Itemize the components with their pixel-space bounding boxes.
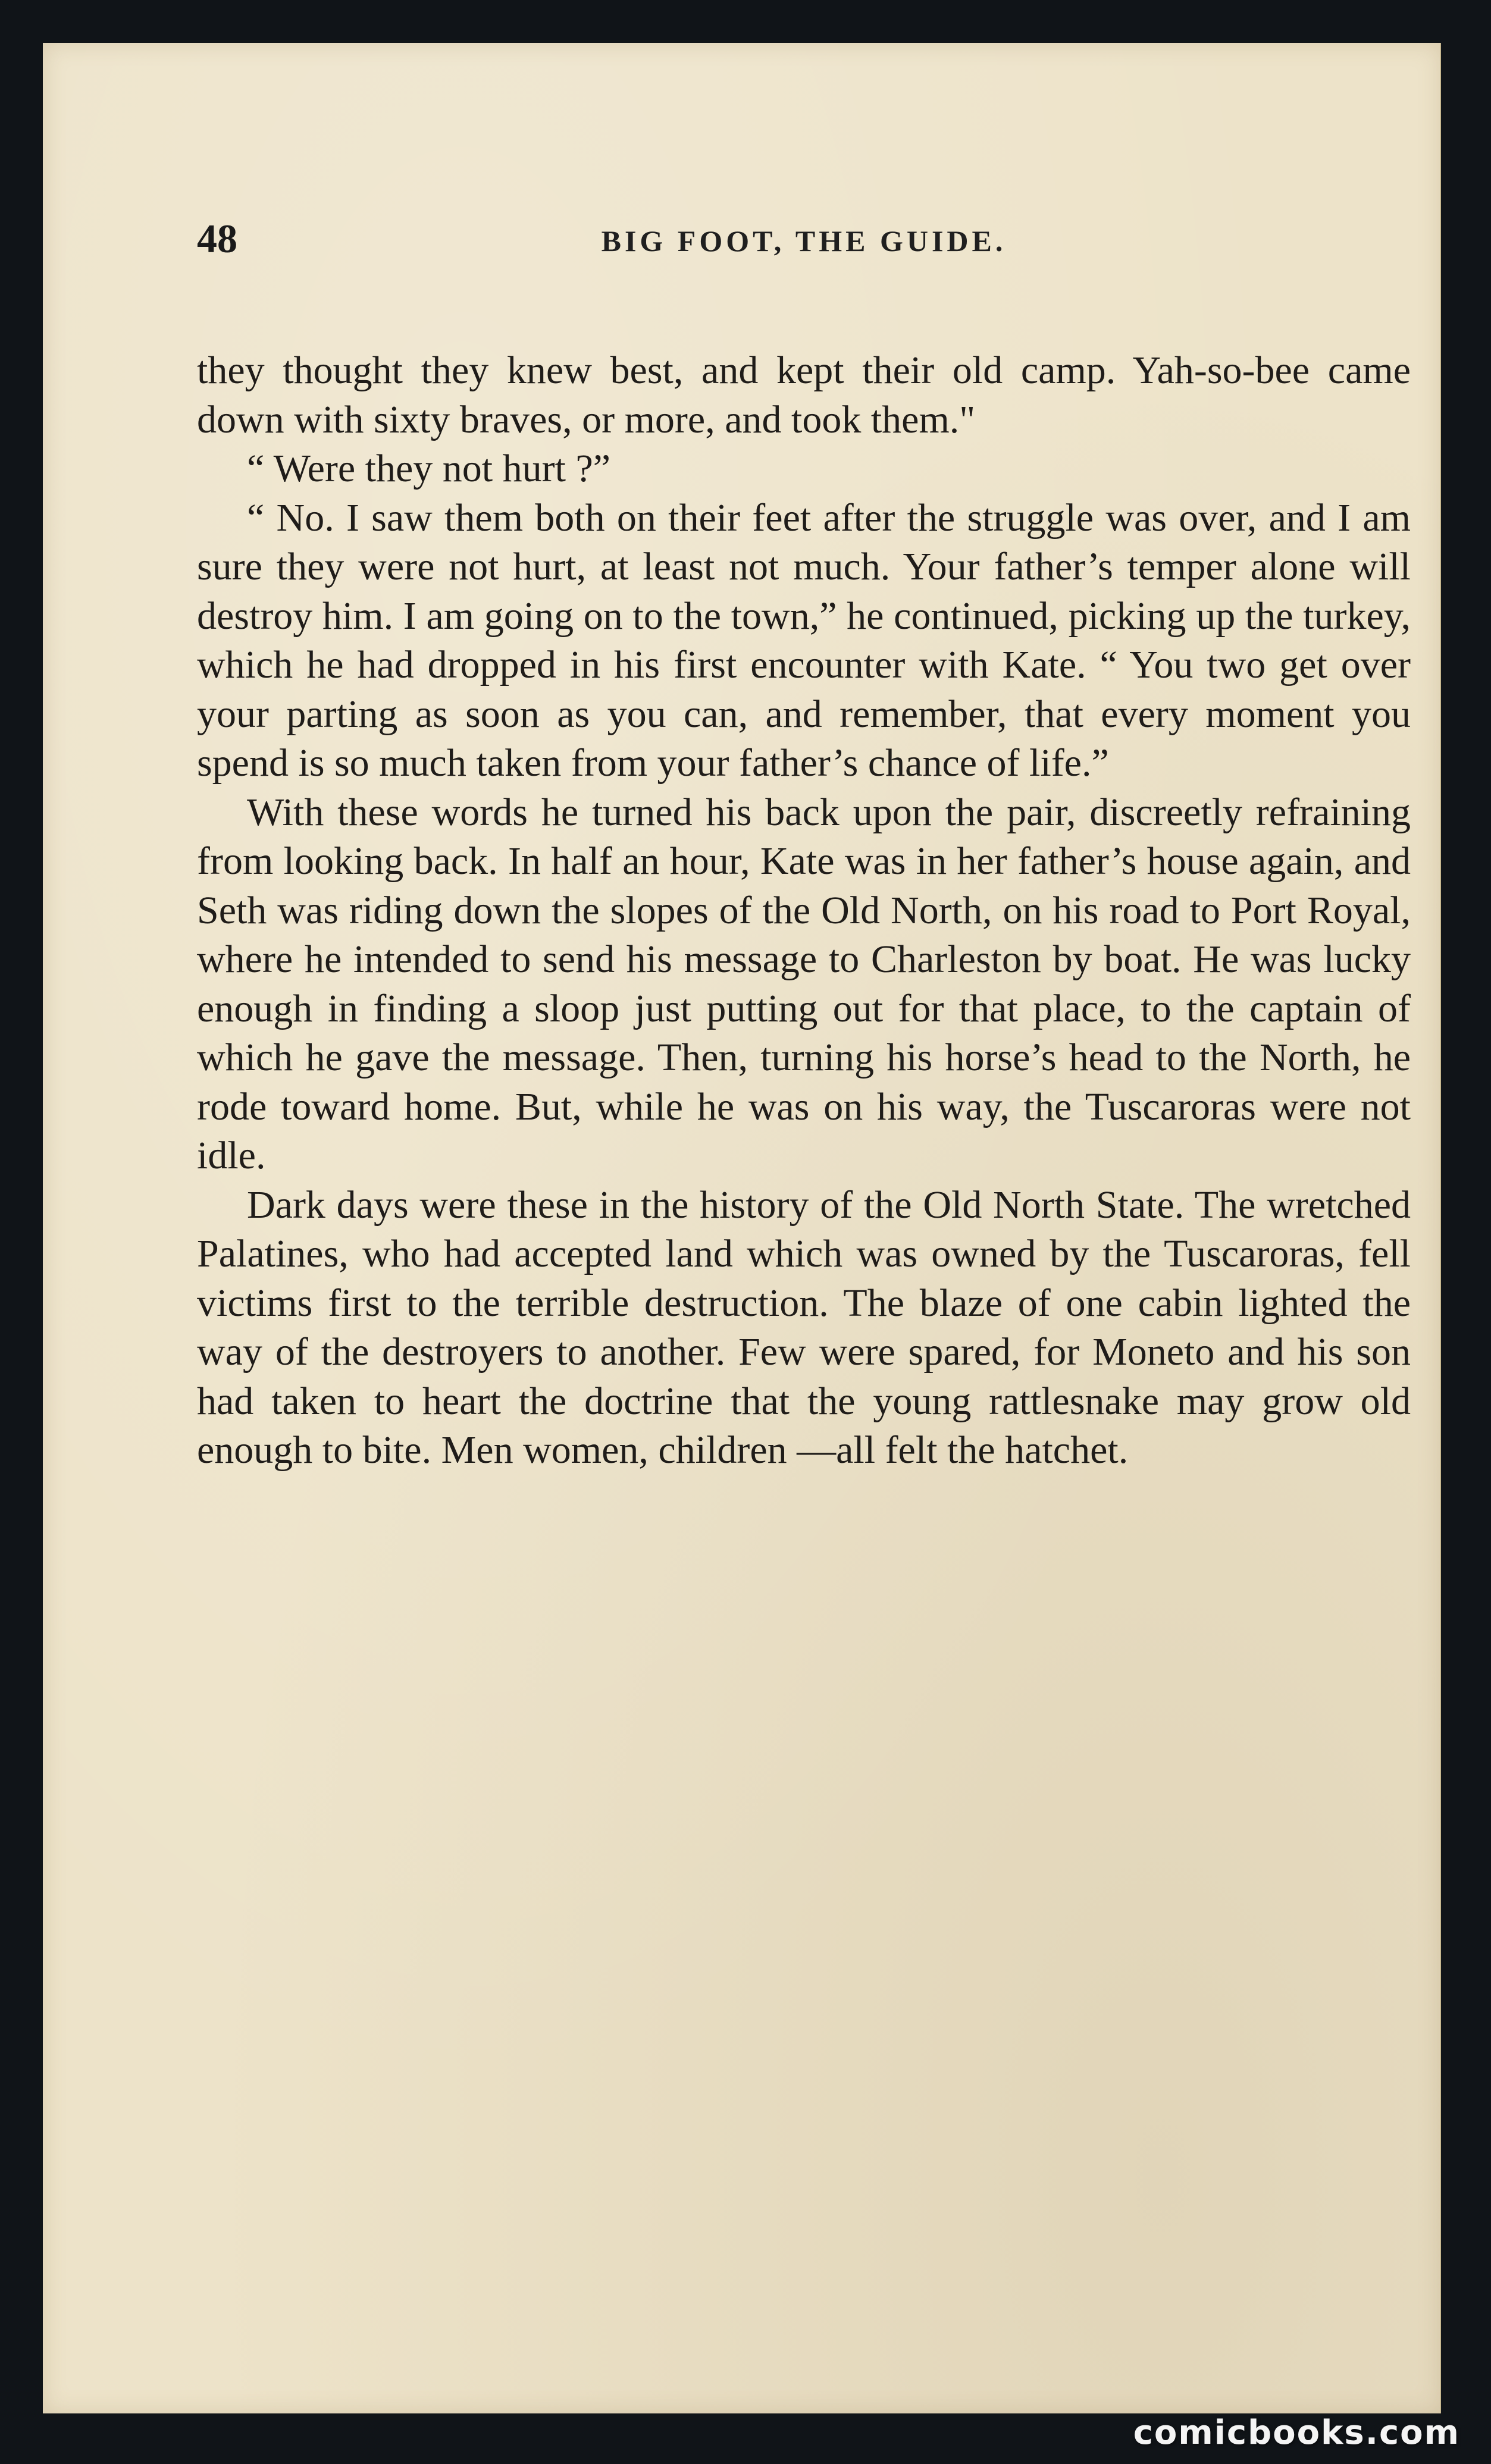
page-header (197, 215, 1411, 287)
page-number: 48 (197, 216, 237, 261)
paragraph-answer: “ No. I saw them both on their feet after the struggle was over, and I am sure they were not hurt, at least not much. Your father’s temper alone will destroy him. I am going on to the town,” he continued, picking up the turkey, which he had dropped in his first encounter with Kate. “ You two get over your parting as soon as you can, and remember, that every moment you spend is so much taken from your father’s chance of life.” (197, 496, 1411, 785)
paragraph-continuation: they thought they knew best, and kept their old camp. Yah-so-bee came down with sixty braves, or more, and took them." (197, 349, 1411, 441)
paragraph-question: “ Were they not hurt ?” (247, 447, 611, 490)
book-page (43, 43, 1441, 2413)
body-text (197, 346, 1411, 1475)
page-edge (1440, 43, 1441, 2413)
watermark-logo: comicbooks.com (1133, 2413, 1460, 2452)
running-head: BIG FOOT, THE GUIDE. (601, 224, 1007, 258)
paragraph-dark-days: Dark days were these in the history of the Old North State. The wretched Palatines, who had accepted land which was owned by the Tuscaroras, fell victims first to the terrible destruction. The blaze of one cabin lighted the way of the destroyers to another. Few were spared, for Moneto and his son had taken to heart the doctrine that the young rattlesnake may grow old enough to bite. Men women, children —all felt the hatchet. (197, 1183, 1411, 1472)
paragraph-departure: With these words he turned his back upon the pair, discreetly refraining from looking back. In half an hour, Kate was in her father’s house again, and Seth was riding down the slopes of the Old North, on his road to Port Royal, where he intended to send his message to Charleston by boat. He was lucky enough in finding a sloop just putting out for that place, to the captain of which he gave the message. Then, turning his horse’s head to the North, he rode toward home. But, while he was on his way, the Tuscaroras were not idle. (197, 790, 1411, 1177)
